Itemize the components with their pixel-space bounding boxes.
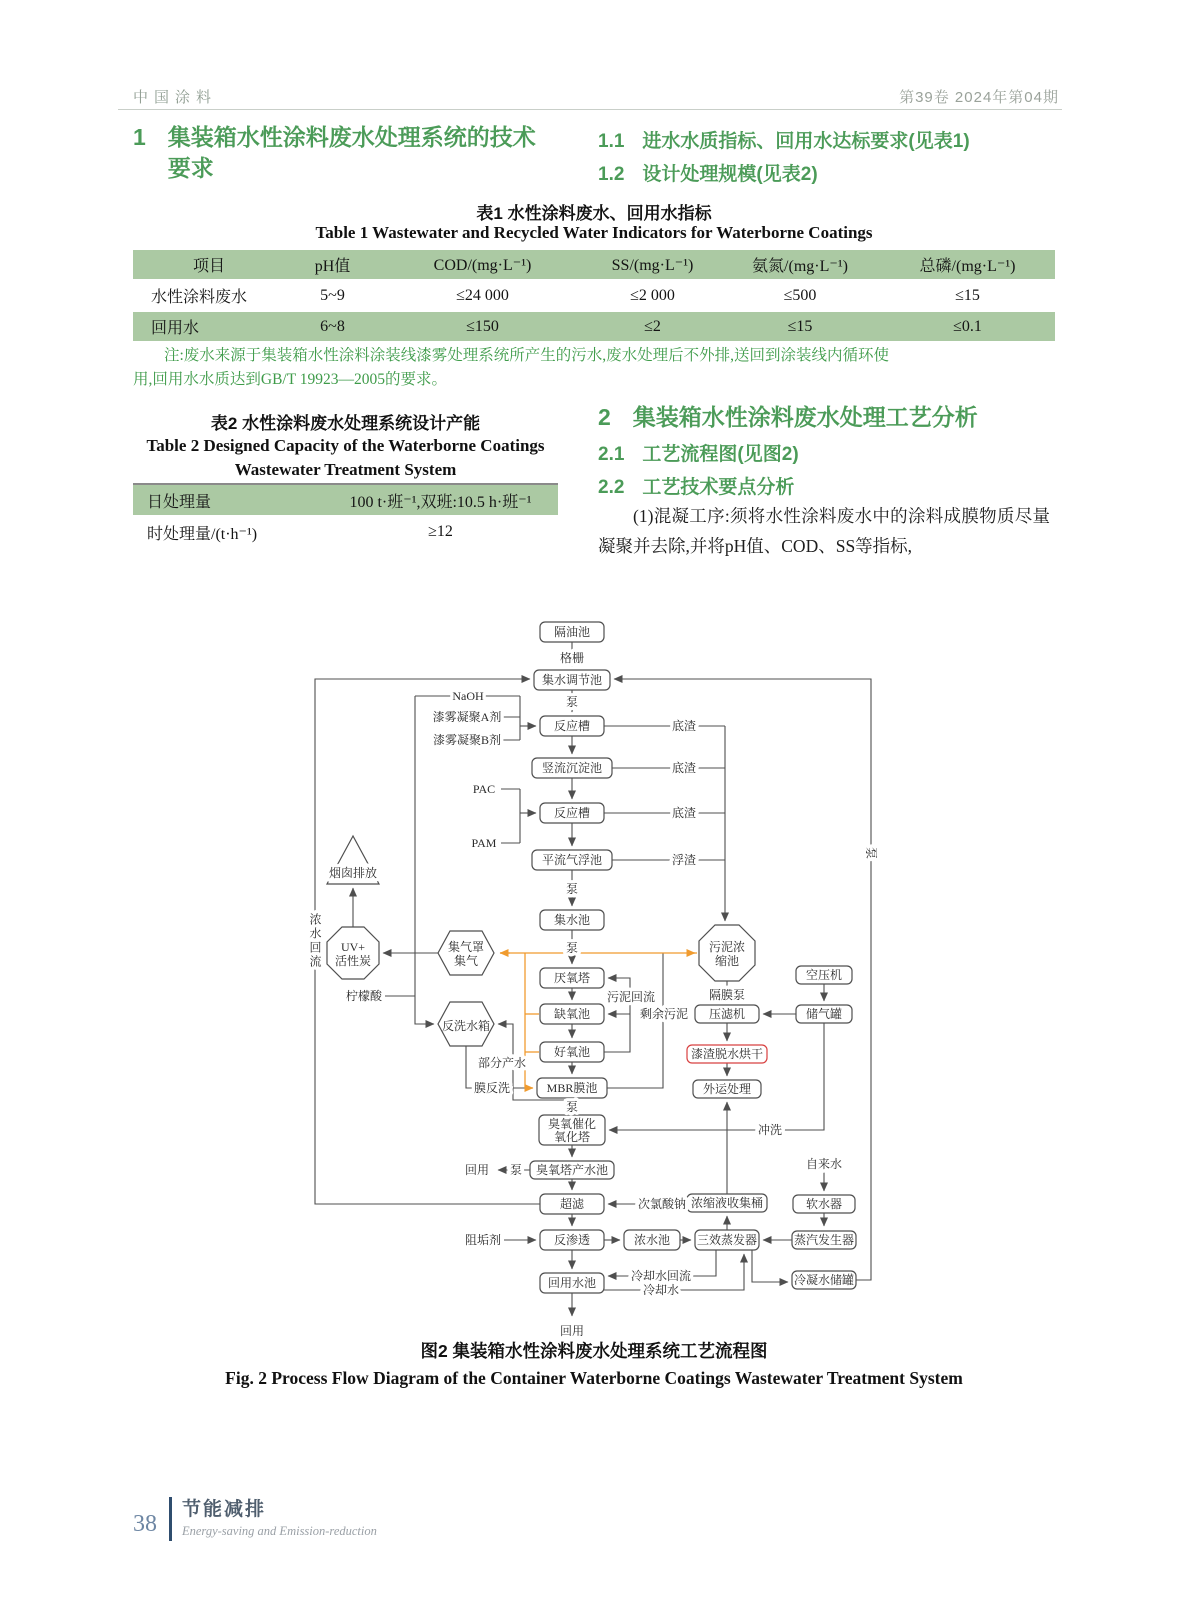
label-concentrate-pool: 浓水池 xyxy=(633,1233,671,1247)
item-text: 设计处理规模(见表2) xyxy=(642,164,818,185)
process-flow-diagram xyxy=(285,595,905,1355)
label-bottom-slag: 底渣 xyxy=(671,806,697,820)
col-header: SS/(mg·L⁻¹) xyxy=(585,250,720,280)
label-filter-press: 压滤机 xyxy=(708,1007,746,1021)
label-cooling-water-return: 冷却水回流 xyxy=(630,1269,692,1283)
item-number: 2.1 xyxy=(598,444,625,465)
cell: ≤150 xyxy=(380,311,585,342)
cell: ≤2 xyxy=(585,311,720,342)
label-reverse-osmosis: 反渗透 xyxy=(553,1233,591,1247)
cell: ≤15 xyxy=(955,286,980,304)
issue-info: 第39卷 2024年第04期 xyxy=(899,89,1059,106)
label-sludge-thickener-2: 缩池 xyxy=(714,954,740,968)
label-air-tank: 储气罐 xyxy=(805,1007,843,1021)
label-paint-residue-drying: 漆渣脱水烘干 xyxy=(690,1047,764,1061)
section2-item-2 xyxy=(598,477,799,499)
label-outward-disposal: 外运处理 xyxy=(702,1082,752,1096)
cell: 回用水 xyxy=(133,311,285,342)
table-row xyxy=(133,484,558,516)
label-ultrafiltration: 超滤 xyxy=(559,1197,585,1211)
label-flush: 冲洗 xyxy=(757,1123,783,1137)
label-excess-sludge: 剩余污泥 xyxy=(639,1007,689,1021)
label-anaerobic-tower: 厌氧塔 xyxy=(553,971,591,985)
label-water-softener: 软水器 xyxy=(805,1197,843,1211)
cell: 水性涂料废水 xyxy=(151,289,248,306)
cell: 6~8 xyxy=(285,311,380,342)
table2 xyxy=(133,483,558,549)
label-flotation-tank: 平流气浮池 xyxy=(541,853,603,867)
item-text: 工艺流程图(见图2) xyxy=(642,444,799,465)
label-anoxic-tank: 缺氧池 xyxy=(553,1007,591,1021)
label-float-slag: 浮渣 xyxy=(671,853,697,867)
col-header: 项目 xyxy=(133,250,285,280)
table1-header-row xyxy=(133,250,1055,280)
label-pac: PAC xyxy=(472,782,496,796)
label-sodium-hypochlorite: 次氯酸钠 xyxy=(637,1197,687,1211)
label-sludge-return: 污泥回流 xyxy=(606,990,656,1004)
label-bottom-slag: 底渣 xyxy=(671,761,697,775)
footer-column-title: 节能减排 xyxy=(182,1499,267,1520)
label-pam: PAM xyxy=(471,836,497,850)
header-rule xyxy=(118,109,1062,110)
item-text: 工艺技术要点分析 xyxy=(642,477,795,498)
label-regulating-tank: 集水调节池 xyxy=(541,673,603,687)
label-gas-hood-1: 集气罩 xyxy=(447,940,485,954)
col-header: 总磷/(mg·L⁻¹) xyxy=(880,250,1055,280)
cell: ≤15 xyxy=(720,311,880,342)
table-row xyxy=(133,280,1055,311)
page-footer xyxy=(133,1497,377,1541)
cell: ≤0.1 xyxy=(880,311,1055,342)
table2-title-cn: 表2 水性涂料废水处理系统设计产能 xyxy=(210,414,481,433)
label-ozone-tower-1: 臭氧催化 xyxy=(547,1117,597,1131)
label-reuse: 回用 xyxy=(559,1324,585,1338)
section1-items xyxy=(598,131,970,197)
label-partial-product-water: 部分产水 xyxy=(477,1056,527,1070)
section1-heading xyxy=(133,122,542,184)
label-concentrate-bucket: 浓缩液收集桶 xyxy=(690,1196,764,1210)
cell: 日处理量 xyxy=(133,484,323,516)
table-row xyxy=(133,516,558,548)
label-gas-hood-2: 集气 xyxy=(453,954,479,968)
label-mbr: MBR膜池 xyxy=(546,1081,598,1095)
section1-title: 集装箱水性涂料废水处理系统的技术要求 xyxy=(167,124,536,181)
table1-note xyxy=(133,344,1057,392)
col-header: pH值 xyxy=(285,250,380,280)
journal-name: 中国涂料 xyxy=(133,89,218,106)
label-ozone-tower-2: 氧化塔 xyxy=(553,1130,591,1144)
label-pump: 泵 xyxy=(565,1100,579,1114)
label-backwash-tank: 反洗水箱 xyxy=(441,1019,491,1033)
note-line: 注:废水来源于集装箱水性涂料涂装线漆雾处理系统所产生的污水,废水处理后不外排,送回到涂装线内循环使 xyxy=(164,347,890,364)
cell: ≤24 000 xyxy=(456,286,509,304)
cell: 5~9 xyxy=(320,286,345,304)
label-uv-2: 活性炭 xyxy=(334,954,372,968)
label-cooling-water: 冷却水 xyxy=(642,1283,680,1297)
note-line: 用,回用水水质达到GB/T 19923—2005的要求。 xyxy=(133,371,448,388)
label-pump: 泵 xyxy=(864,846,878,860)
title-line: Wastewater Treatment System xyxy=(234,460,457,479)
section2-item-1 xyxy=(598,444,799,466)
section1-item-2 xyxy=(598,164,970,186)
label-evaporator: 三效蒸发器 xyxy=(696,1233,758,1247)
section2-number: 2 xyxy=(598,404,611,430)
section1-item-1 xyxy=(598,131,970,153)
label-air-compressor: 空压机 xyxy=(805,968,843,982)
page-number: 38 xyxy=(133,1510,157,1537)
label-bottom-slag: 底渣 xyxy=(671,719,697,733)
section1-number: 1 xyxy=(133,124,146,150)
section2-title: 集装箱水性涂料废水处理工艺分析 xyxy=(632,404,978,430)
cell: 100 t·班⁻¹,双班:10.5 h·班⁻¹ xyxy=(323,484,558,516)
label-pump: 泵 xyxy=(565,695,579,709)
label-naoh: NaOH xyxy=(452,689,484,703)
cell: ≥12 xyxy=(428,523,453,540)
label-pump: 泵 xyxy=(509,1163,523,1177)
label-steam-generator: 蒸汽发生器 xyxy=(793,1233,855,1247)
label-oil-separator: 隔油池 xyxy=(553,625,591,639)
table1-title-cn: 表1 水性涂料废水、回用水指标 xyxy=(476,204,712,223)
section2-heading xyxy=(598,402,978,432)
table1 xyxy=(133,250,1055,343)
label-tap-water: 自来水 xyxy=(805,1157,843,1171)
label-reaction-tank: 反应槽 xyxy=(553,806,591,820)
label-collecting-tank: 集水池 xyxy=(553,913,591,927)
title-line: Table 2 Designed Capacity of the Waterborne Coatings xyxy=(146,436,545,455)
label-vertical-sedimentation: 竖流沉淀池 xyxy=(541,761,603,775)
cell: ≤2 000 xyxy=(630,286,675,304)
table1-title-en: Table 1 Wastewater and Recycled Water Indicators for Waterborne Coatings xyxy=(315,223,873,242)
label-aerobic-tank: 好氧池 xyxy=(553,1045,591,1059)
label-chimney-discharge: 烟囱排放 xyxy=(328,866,378,880)
label-membrane-backwash: 膜反洗 xyxy=(473,1081,511,1095)
figure-caption-cn: 图2 集装箱水性涂料废水处理系统工艺流程图 xyxy=(420,1341,768,1361)
body-paragraph: (1)混凝工序:须将水性涂料废水中的涂料成膜物质尽量凝聚并去除,并将pH值、COD、SS等指标, xyxy=(598,506,1050,556)
label-condensate-tank: 冷凝水储罐 xyxy=(793,1273,855,1287)
label-sludge-thickener-1: 污泥浓 xyxy=(708,940,746,954)
item-text: 进水水质指标、回用水达标要求(见表1) xyxy=(642,131,970,152)
item-number: 2.2 xyxy=(598,477,625,498)
label-citric-acid: 柠檬酸 xyxy=(345,989,383,1003)
figure-caption-en: Fig. 2 Process Flow Diagram of the Container Waterborne Coatings Wastewater Treatment System xyxy=(225,1368,963,1388)
item-number: 1.1 xyxy=(598,131,625,152)
label-reaction-tank: 反应槽 xyxy=(553,719,591,733)
flow-nodes xyxy=(327,622,856,1293)
label-coagulant-a: 漆雾凝聚A剂 xyxy=(432,710,502,724)
table2-title-en xyxy=(133,434,558,482)
label-pump: 泵 xyxy=(565,941,579,955)
label-diaphragm-pump: 隔膜泵 xyxy=(708,988,746,1002)
label-coagulant-b: 漆雾凝聚B剂 xyxy=(432,733,502,747)
label-reuse-pool: 回用水池 xyxy=(547,1276,597,1290)
col-header: COD/(mg·L⁻¹) xyxy=(380,250,585,280)
col-header: 氨氮/(mg·L⁻¹) xyxy=(720,250,880,280)
footer-column xyxy=(182,1499,377,1539)
label-uv-1: UV+ xyxy=(340,940,366,954)
table-row xyxy=(133,311,1055,342)
footer-divider xyxy=(169,1497,172,1541)
cell: ≤500 xyxy=(783,286,817,304)
label-ozone-product-pool: 臭氧塔产水池 xyxy=(535,1163,609,1177)
label-pump: 泵 xyxy=(565,882,579,896)
label-grille: 格栅 xyxy=(559,651,585,665)
label-reuse: 回用 xyxy=(464,1163,490,1177)
footer-column-subtitle: Energy-saving and Emission-reduction xyxy=(182,1524,377,1538)
label-antiscalant: 阻垢剂 xyxy=(464,1233,502,1247)
label-concentrate-return: 浓水回流 xyxy=(308,913,322,969)
item-number: 1.2 xyxy=(598,164,625,185)
cell: 时处理量/(t·h⁻¹) xyxy=(147,525,258,543)
